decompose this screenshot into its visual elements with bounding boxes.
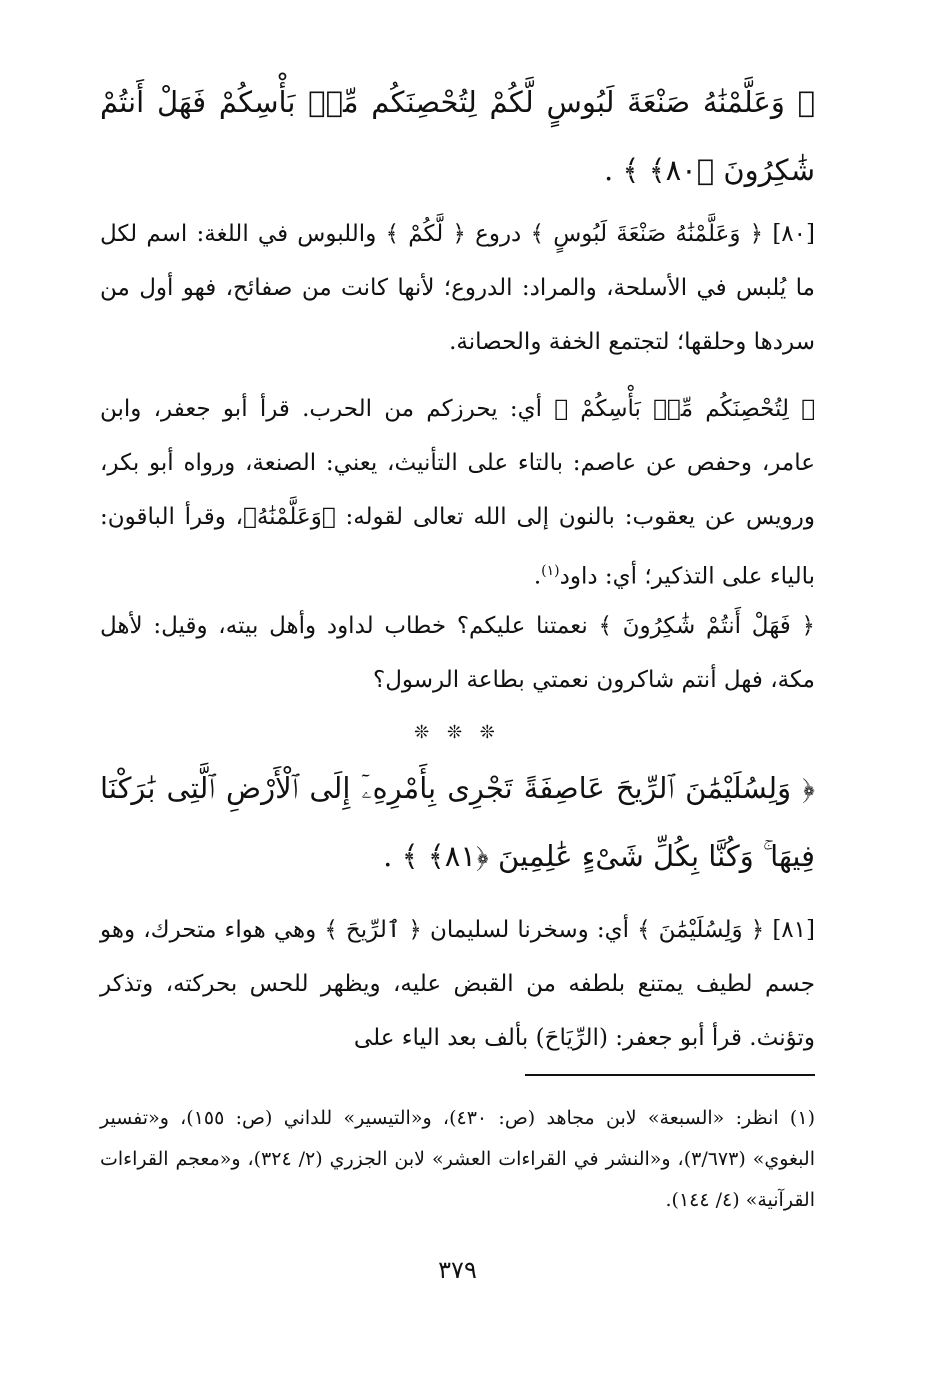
commentary-80-paragraph-2 bbox=[100, 382, 815, 604]
book-page bbox=[100, 0, 815, 1378]
verse-80: ﴿ وَعَلَّمْنَٰهُ صَنْعَةَ لَبُوسٍ لَّكُمْ لِتُحْصِنَكُم مِّنۢ بَأْسِكُمْ فَهَلْ أَنتُمْ شَٰكِرُونَ ﴿٨٠﴾ ﴾ . bbox=[100, 85, 815, 187]
commentary-80-paragraph-1: [٨٠] ﴿ وَعَلَّمْنَٰهُ صَنْعَةَ لَبُوسٍ ﴾ دروع ﴿ لَّكُمْ ﴾ واللبوس في اللغة: اسم لكل ما يُلبس في الأسلحة، والمراد: الدروع؛ لأنها كانت من صفائح، فهو أول من سردها وحلقها؛ لتجتمع الخفة والحصانة. bbox=[100, 221, 815, 355]
commentary-80-paragraph-3: ﴿ فَهَلْ أَنتُمْ شَٰكِرُونَ ﴾ نعمتنا عليكم؟ خطاب لداود وأهل بيته، وقيل: لأهل مكة، فهل أنتم شاكرون نعمتي بطاعة الرسول؟ bbox=[100, 613, 815, 693]
commentary-81-paragraph-1: [٨١] ﴿ وَلِسُلَيْمَٰنَ ﴾ أي: وسخرنا لسليمان ﴿ ٱلرِّيحَ ﴾ وهي هواء متحرك، وهو جسم لطيف يمتنع بلطفه من القبض عليه، ويظهر للحس بحركته، وتذكر وتؤنث. قرأ أبو جعفر: (الرِّيَاحَ) بألف بعد الياء على bbox=[100, 917, 815, 1051]
section-separator: ❊ ❊ ❊ bbox=[414, 722, 501, 743]
footnote-divider bbox=[525, 1074, 815, 1076]
footnote: (١) انظر: «السبعة» لابن مجاهد (ص: ٤٣٠)، و«التيسير» للداني (ص: ١٥٥)، و«تفسير البغوي» (٣/٦٧٣)، و«النشر في القراءات العشر» لابن الجزري (٢/ ٣٢٤)، و«معجم القراءات القرآنية» (٤/ ١٤٤). bbox=[100, 1107, 815, 1211]
commentary-80-paragraph-2-text: ﴿ لِتُحْصِنَكُم مِّنۢ بَأْسِكُمْ ﴾ أي: يحرزكم من الحرب. قرأ أبو جعفر، وابن عامر، وحفص عن عاصم: بالتاء على التأنيث، يعني: الصنعة، ورواه أبو بكر، ورويس عن يعقوب: بالنون إلى الله تعالى لقوله: ﴿وَعَلَّمْنَٰهُ﴾، وقرأ الباقون: بالياء على التذكير؛ أي: داود bbox=[100, 396, 815, 590]
page-number: ٣٧٩ bbox=[438, 1256, 477, 1284]
verse-81: ﴿ وَلِسُلَيْمَٰنَ ٱلرِّيحَ عَاصِفَةً تَجْرِى بِأَمْرِهِۦٓ إِلَى ٱلْأَرْضِ ٱلَّتِى بَٰرَكْنَا فِيهَا ۚ وَكُنَّا بِكُلِّ شَىْءٍ عَٰلِمِينَ ﴿٨١﴾ ﴾ . bbox=[100, 771, 815, 873]
commentary-80-paragraph-2-end: . bbox=[533, 563, 542, 590]
footnote-reference[interactable]: (١) bbox=[541, 563, 560, 579]
